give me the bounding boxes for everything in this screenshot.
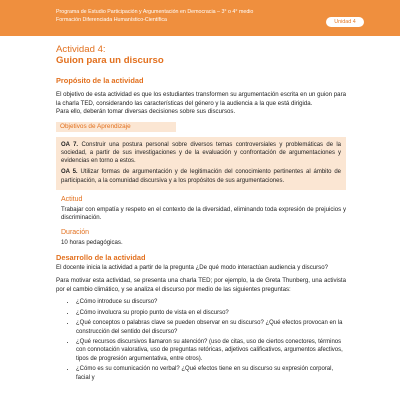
objective-oa7 [61,141,341,166]
oa5-code: OA 5. [61,169,78,176]
list-item: • ¿Cómo involucra su propio punto de vista en el discurso? [76,309,346,317]
question-list [56,298,346,382]
duration-heading: Duración [61,228,90,236]
oa5-text: Utilizar formas de argumentación y de legitimación del conocimiento pertinentes al ámbito de participación, a la comunidad discursiva y a los propósitos de sus argumentaciones. [61,169,342,184]
duration-text: 10 horas pedagógicas. [61,238,123,246]
page-header [0,0,400,36]
oa7-code: OA 7. [61,141,79,148]
objectives-heading: Objetivos de Aprendizaje [56,122,176,132]
objectives-box [56,137,346,190]
purpose-text-2: Para ello, deberán tomar diversas decisiones sobre sus discursos. [56,108,236,116]
document-content [56,44,346,384]
header-program-subtitle: Formación Diferenciada Humanístico-Científica [56,17,167,23]
purpose-heading: Propósito de la actividad [56,76,144,85]
development-intro: El docente inicia la actividad a partir de la pregunta ¿De qué modo interactúan audiencia y discurso? [56,263,329,271]
attitude-text: Trabajar con empatía y respeto en el contexto de la diversidad, eliminando toda expresión de prejuicios y discriminación. [61,205,346,222]
purpose-text: El objetivo de esta actividad es que los estudiantes transformen su argumentación escrita en un guion para la charla TED, considerando las características del género y la audiencia a la que está dirigida. [56,91,346,107]
list-item: • ¿Qué recursos discursivos llamaron su atención? (uso de citas, uso de ciertos conectores, términos con connotación valorativa, uso de preguntas retóricas, adjetivos calificativos, argumentos afectivos, tipos de progresión argumentativa, entre otros). [76,338,346,363]
list-item: • ¿Qué conceptos o palabras clave se pueden observar en su discurso? ¿Qué efectos provocan en la construcción del sentido del discurso? [76,319,346,336]
activity-title: Actividad 4: [56,44,106,55]
list-item: • ¿Cómo es su comunicación no verbal? ¿Qué efectos tiene en su discurso su expresión corporal, facial y [76,365,346,382]
development-heading: Desarrollo de la actividad [56,252,146,262]
activity-subtitle: Guion para un discurso [56,55,164,66]
list-item: • ¿Cómo introduce su discurso? [76,298,346,306]
development-paragraph: Para motivar esta actividad, se presenta una charla TED; por ejemplo, la de Greta Thunberg, una activista por el cambio climático, y se analiza el discurso por medio de las siguientes preguntas: [56,277,346,293]
objective-oa5 [61,168,341,184]
header-program-title: Programa de Estudio Participación y Argumentación en Democracia – 3° o 4° medio [56,9,254,15]
unit-badge: Unidad 4 [326,17,364,27]
header-text [56,8,253,24]
attitude-heading: Actitud [61,195,83,203]
oa7-text: Construir una postura personal sobre diversos temas controversiales y problemáticas de la sociedad, a partir de sus investigaciones y de la evaluación y confrontación de argumentaciones y evidencias en torno a estos. [61,141,342,165]
